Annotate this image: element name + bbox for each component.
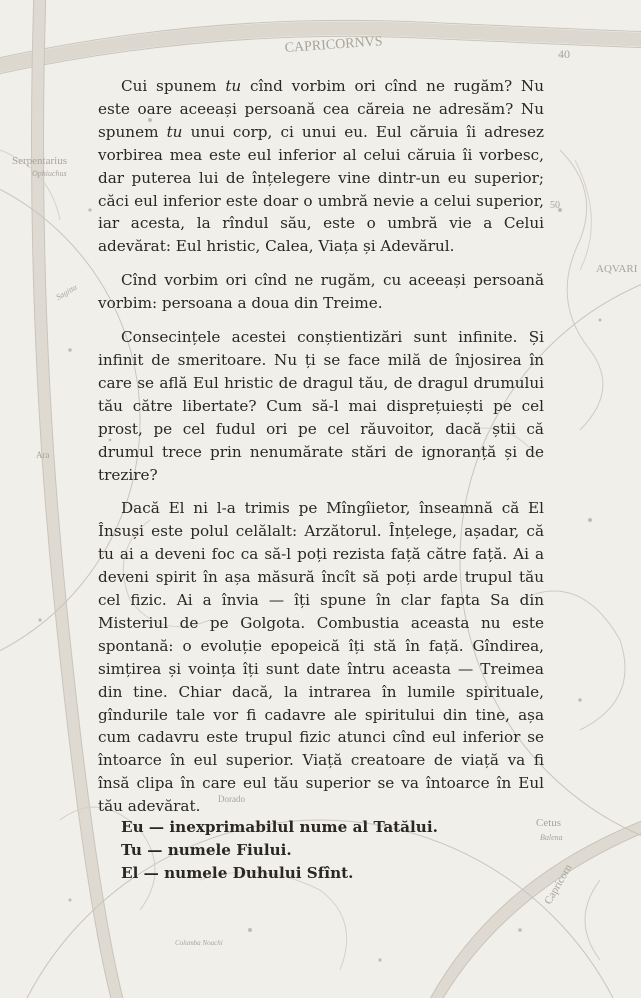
paragraph-2: Cînd vorbim ori cînd ne rugăm, cu aceeași persoană vorbim: persoana a doua din Treime. <box>98 271 544 313</box>
map-label-aquarius: AQVARI <box>596 263 638 275</box>
map-label-ophiuchus: Ophiuchus <box>32 169 67 178</box>
map-label-cetus: Cetus <box>536 817 562 829</box>
paragraph-4: Dacă El ni l-a trimis pe Mîngîietor, înseamnă că El Însuși este polul celălalt: Arzătorul. Înțelege, așadar, că tu ai a deveni foc ca să-l poți rezista față către față. Ai a deveni spirit în așa măsură încît să poți arde trupul tău cel fizic. Ai a învia — îți spune în clar fapta Sa din Misteriul de pe Golgota. Combustia aceasta nu este spontană: o evoluție epopeică îți stă în față. Gîndirea, simțirea și voința îți sunt date întru aceasta — Treimea din tine. Chiar dacă, la intrarea în lumile spirituale, gîndurile tale vor fi cadavre ale spiritului din tine, așa cum cadavru este trupul fizic atunci cînd eul inferior se întoarce în eul superior. Viață creatoare de viață va fi însă clipa în care eul tău superior se va întoarce în Eul tău adevărat. <box>98 499 544 816</box>
map-label-balena: Balena <box>540 833 563 842</box>
paragraph-3: Consecințele acestei conștientizări sunt infinite. Și infinit de smeritoare. Nu ți se face milă de înjosirea în care se află Eul hristic de dragul tău, de dragul drumului tău către libertate? Cum să-l mai disprețuiești pe cel prost, pe cel fudul ori pe cel răuvoitor, dacă știi că drumul trece prin nenumărate stări de ignoranță și de trezire? <box>98 328 544 484</box>
triad-line-spirit: El — numele Duhului Sfînt. <box>121 863 354 882</box>
main-text <box>98 75 544 829</box>
map-label-num-40: 40 <box>558 47 570 61</box>
map-label-capricornus-bottom: Capricorn <box>542 862 575 907</box>
map-label-columba: Columba Noachi <box>175 939 223 947</box>
triad-statements <box>98 816 544 885</box>
triad-line-father: Eu — inexprimabilul nume al Tatălui. <box>121 818 438 836</box>
triad-line-son: Tu — numele Fiului. <box>121 840 292 859</box>
map-label-ara: Ara <box>36 450 50 460</box>
map-label-dorado: Dorado <box>218 794 245 804</box>
map-label-capricornus-top: CAPRICORNVS <box>284 34 384 56</box>
map-label-sagitta: Sagitta <box>54 282 79 302</box>
paragraph-1: Cui spunem tu cînd vorbim ori cînd ne rugăm? Nu este oare aceeași persoană cea căreia ne adresăm? Nu spunem tu unui corp, ci unui eu. Eul căruia îi adresez vorbirea mea este eul inferior al celui căruia îi vorbesc, dar puterea lui de înțelegere vine dintr-un eu superior; căci eul inferior este doar o umbră nevie a celui superior, iar acesta, la rîndul său, este o umbră vie a Celui adevărat: Eul hristic, Calea, Viața și Adevărul. <box>98 77 544 256</box>
emphasis-tu: tu <box>166 122 183 141</box>
map-label-num-50: 50 <box>550 200 560 211</box>
map-label-serpentarius: Serpentarius <box>12 155 67 167</box>
emphasis-tu: tu <box>225 77 242 95</box>
